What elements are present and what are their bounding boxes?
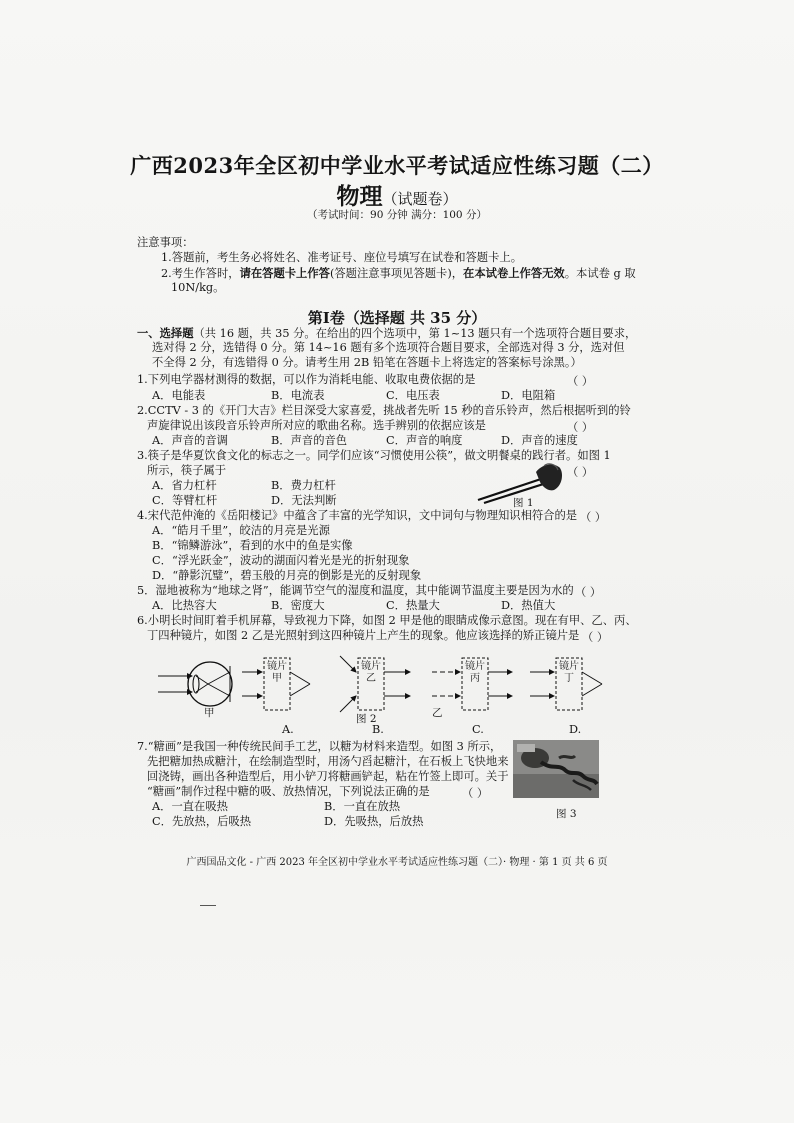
lens-b-label: 镜片乙: [361, 661, 381, 684]
q3-option-c: C．等臂杠杆: [152, 494, 218, 507]
q3-answer-paren: （ ）: [567, 466, 594, 479]
section-intro-1: [137, 326, 636, 341]
section-part-label: 一、选择题: [137, 326, 194, 340]
notes-item-2-e: 。本试卷 g 取: [564, 267, 636, 280]
q4-stem: 4.宋代范仲淹的《岳阳楼记》中蕴含了丰富的光学知识，文中词句与物理知识相符合的是: [137, 509, 578, 522]
q2-option-b: B．声音的音色: [271, 434, 348, 447]
notes-item-1: 1.答题前，考生务必将姓名、准考证号、座位号填写在试卷和答题卡上。: [161, 251, 522, 264]
section-title: 第Ⅰ卷（选择题 共 35 分）: [307, 309, 487, 327]
q4-option-d: D．“静影沉璧”，碧玉般的月亮的倒影是光的反射现象: [152, 569, 422, 582]
q6-option-d: D.: [569, 723, 582, 736]
q5-option-a: A．比热容大: [152, 599, 217, 612]
q7-stem-4: “糖画”制作过程中糖的吸、放热情况，下列说法正确的是: [147, 785, 430, 798]
q7-option-c: C．先放热，后吸热: [152, 815, 252, 828]
lens-d-label: 镜片丁: [559, 661, 579, 684]
q7-stem-1: 7.“糖画”是我国一种传统民间手工艺，以糖为材料来造型。如图 3 所示，: [137, 740, 502, 753]
q1-option-a: A．电能表: [152, 389, 206, 402]
q5-option-c: C．热量大: [386, 599, 440, 612]
q5-option-d: D．热值大: [501, 599, 556, 612]
q5-answer-paren: （ ）: [575, 586, 602, 599]
q3-stem-2: 所示，筷子属于: [147, 464, 227, 477]
figure-1-caption: 图 1: [513, 497, 534, 509]
lens-c-label: 镜片丙: [465, 661, 485, 684]
notes-item-2-d: 在本试卷上作答无效: [463, 266, 565, 280]
figure-2-label-jia: 甲: [204, 707, 215, 719]
lens-a-label: 镜片甲: [267, 661, 287, 684]
q1-option-c: C．电压表: [386, 389, 440, 402]
q3-option-d: D．无法判断: [271, 494, 337, 507]
notes-item-2: [161, 266, 636, 281]
q2-stem-2: 声旋律说出该段音乐铃声所对应的歌曲名称。选手辨别的依据应该是: [147, 419, 486, 432]
q7-option-a: A．一直在吸热: [152, 800, 228, 813]
section-intro-text-1: （共 16 题，共 35 分。在给出的四个选项中，第 1~13 题只有一个选项符合题目要求，: [193, 327, 637, 340]
q4-option-c: C．“浮光跃金”，波动的湖面闪着光是光的折射现象: [152, 554, 410, 567]
q6-stem-1: 6.小明长时间盯着手机屏幕，导致视力下降，如图 2 甲是他的眼睛成像示意图。现在有甲、乙、丙、: [137, 614, 637, 627]
q7-option-d: D．先吸热，后放热: [324, 815, 424, 828]
exam-title: 广西2023年全区初中学业水平考试适应性练习题（二）: [130, 153, 664, 178]
exam-info: （考试时间：90 分钟 满分：100 分）: [307, 209, 487, 221]
subject-note: （试题卷）: [382, 190, 458, 208]
figure-3-caption: 图 3: [556, 808, 577, 820]
q1-option-d: D．电阻箱: [501, 389, 556, 402]
eye-diagram: [158, 662, 232, 706]
hand-shape: [536, 465, 562, 491]
q2-option-c: C．声音的响度: [386, 434, 463, 447]
notes-item-2-b: 请在答题卡上作答: [239, 266, 330, 280]
notes-item-2-c: (答题注意事项见答题卡)，: [329, 267, 464, 280]
q7-answer-paren: （ ）: [462, 787, 489, 800]
q1-option-b: B．电流表: [271, 389, 325, 402]
q4-answer-paren: （ ）: [580, 511, 607, 524]
q6-option-a: A.: [282, 723, 294, 736]
figure-2-label-yi: 乙: [432, 707, 443, 719]
q3-option-b: B．费力杠杆: [271, 479, 336, 492]
q3-option-a: A．省力杠杆: [152, 479, 217, 492]
subject-name: 物理: [336, 183, 383, 210]
q5-option-b: B．密度大: [271, 599, 325, 612]
q1-answer-paren: （ ）: [567, 375, 594, 388]
q2-option-d: D．声音的速度: [501, 434, 578, 447]
q6-option-c: C.: [472, 723, 484, 736]
q7-option-b: B．一直在放热: [324, 800, 401, 813]
q2-option-a: A．声音的音调: [152, 434, 228, 447]
scan-mark: [200, 905, 216, 906]
notes-item-2-cont: 10N/kg。: [171, 281, 225, 294]
figure-2-diagram: [150, 648, 620, 728]
q4-option-b: B．“锦鳞游泳”，看到的水中的鱼是实像: [152, 539, 353, 552]
q6-stem-2: 丁四种镜片，如图 2 乙是光照射到这四种镜片上产生的现象。他应该选择的矫正镜片是: [147, 629, 580, 642]
q6-option-b: B.: [372, 723, 384, 736]
q7-stem-2: 先把糖加热成糖汁，在绘制造型时，用汤勺舀起糖汁，在石板上飞快地来: [147, 755, 509, 768]
q1-stem: 1.下列电学器材测得的数据，可以作为消耗电能、收取电费依据的是: [137, 373, 476, 386]
q7-stem-3: 回浇铸，画出各种造型后，用小铲刀将糖画铲起，粘在竹签上即可。关于: [147, 770, 509, 783]
q5-stem: 5．湿地被称为“地球之肾”，能调节空气的湿度和温度，其中能调节温度主要是因为水的: [137, 584, 574, 597]
notes-heading: 注意事项：: [137, 236, 194, 249]
q2-answer-paren: （ ）: [567, 421, 594, 434]
q6-answer-paren: （ ）: [582, 631, 609, 644]
q3-stem-1: 3.筷子是华夏饮食文化的标志之一。同学们应该“习惯使用公筷”，做文明餐桌的践行者。如图 1: [137, 449, 611, 462]
q4-option-a: A．“皓月千里”，皎洁的月亮是光源: [152, 524, 330, 537]
figure-2-caption: 图 2: [356, 713, 377, 725]
notes-item-2-a: 2.考生作答时，: [161, 267, 240, 280]
section-intro-2: 选对得 2 分，选错得 0 分。第 14~16 题有多个选项符合题目要求，全部选对得 3 分，选对但: [152, 341, 625, 354]
page-footer: 广西国品文化 - 广西 2023 年全区初中学业水平考试适应性练习题（二）· 物理 · 第 1 页 共 6 页: [186, 857, 608, 868]
figure-3-sugar-painting-photo: [513, 740, 599, 798]
q2-stem-1: 2.CCTV - 3 的《开门大吉》栏目深受大家喜爱，挑战者先听 15 秒的音乐铃声，然后根据听到的铃: [137, 404, 631, 417]
section-intro-3: 不全得 2 分，有选错得 0 分。请考生用 2B 铅笔在答题卡上将选定的答案标号涂黑。）: [152, 356, 582, 369]
